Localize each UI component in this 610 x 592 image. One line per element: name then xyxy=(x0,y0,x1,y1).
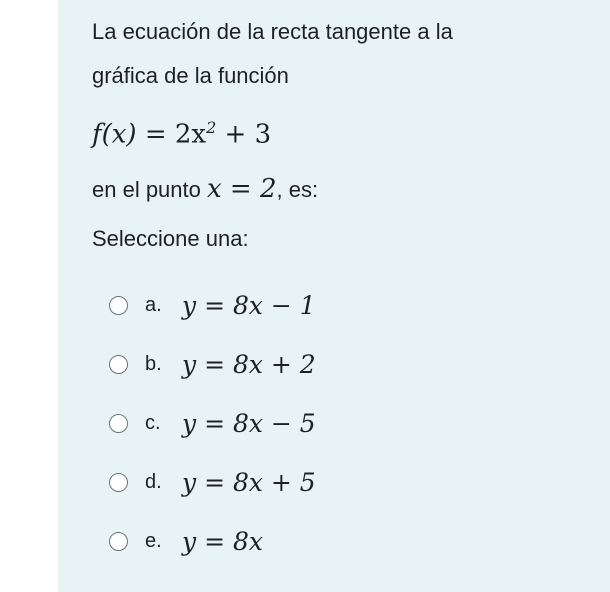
select-prompt: Seleccione una: xyxy=(92,226,249,251)
question-line-1: La ecuación de la recta tangente a la xyxy=(92,19,453,44)
function-lhs: f(x) xyxy=(92,119,137,150)
answer-option-c[interactable] xyxy=(100,394,520,453)
radio-button-e[interactable] xyxy=(109,532,128,551)
answer-equation-b: y = 8x + 2 xyxy=(182,350,316,379)
radio-button-b[interactable] xyxy=(109,355,128,374)
answer-letter-b: b. xyxy=(145,353,162,375)
point-math: x = 2 xyxy=(206,173,277,204)
radio-button-c[interactable] xyxy=(109,414,128,433)
question-text xyxy=(92,10,592,212)
point-suffix: , es: xyxy=(276,176,319,202)
answer-equation-e: y = 8x xyxy=(182,527,263,556)
answer-letter-e: e. xyxy=(145,530,162,552)
answer-letter-a: a. xyxy=(145,294,162,316)
function-exponent: 2 xyxy=(206,118,217,137)
answer-list xyxy=(100,276,520,571)
point-prefix: en el punto xyxy=(92,176,207,202)
answer-option-a[interactable] xyxy=(100,276,520,335)
function-eq: = 2x xyxy=(136,119,207,150)
answer-equation-c: y = 8x − 5 xyxy=(182,409,316,438)
question-line-2: gráfica de la función xyxy=(92,63,289,88)
answer-equation-a: y = 8x − 1 xyxy=(182,291,316,320)
radio-button-d[interactable] xyxy=(109,473,128,492)
answer-letter-c: c. xyxy=(145,412,161,434)
answer-letter-d: d. xyxy=(145,471,162,493)
radio-button-a[interactable] xyxy=(109,296,128,315)
function-formula xyxy=(92,106,592,157)
answer-equation-d: y = 8x + 5 xyxy=(182,468,316,497)
answer-option-d[interactable] xyxy=(100,453,520,512)
function-tail: + 3 xyxy=(216,119,272,150)
answer-option-b[interactable] xyxy=(100,335,520,394)
answer-option-e[interactable] xyxy=(100,512,520,571)
question-point-line xyxy=(92,167,592,212)
